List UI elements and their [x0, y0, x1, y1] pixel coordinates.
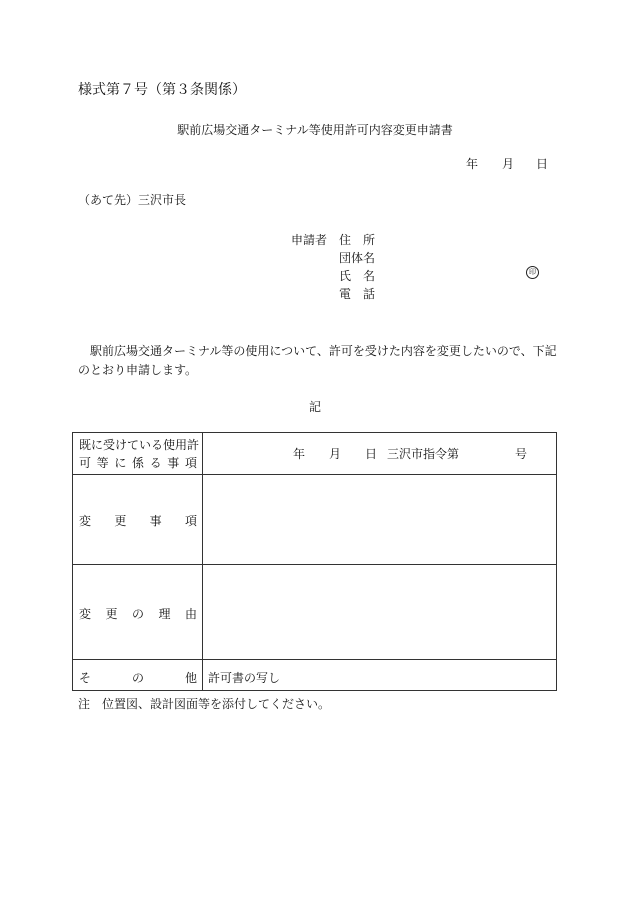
label-char: 係 [131, 456, 144, 470]
table-row-divider [73, 564, 556, 565]
label-char: 可 [79, 456, 92, 470]
organization-label: 団体名 [339, 251, 376, 265]
label-char: に [114, 456, 127, 470]
label-char: 他 [184, 671, 197, 685]
label-char: 変 [79, 607, 92, 621]
label-char: 項 [184, 456, 197, 470]
row1-number-label: 号 [515, 447, 528, 461]
date-year-label: 年 [466, 157, 479, 171]
row1-year-label: 年 [293, 447, 306, 461]
label-char: 更 [114, 514, 127, 528]
form-number: 様式第７号（第３条関係） [78, 82, 246, 98]
row1-month-label: 月 [329, 447, 342, 461]
addressee: （あて先）三沢市長 [78, 193, 187, 207]
row2-label [79, 512, 197, 529]
seal-mark: 印 [526, 266, 539, 279]
row1-day-label: 日 [365, 447, 378, 461]
row4-value: 許可書の写し [208, 671, 281, 685]
attachment-note: 注 位置図、設計図面等を添付してください。 [78, 697, 331, 711]
label-char: 更 [105, 607, 118, 621]
label-char: 変 [79, 514, 92, 528]
name-label: 氏 名 [339, 269, 376, 283]
address-label: 住 所 [339, 233, 376, 247]
label-char: 事 [149, 514, 162, 528]
label-char: 事 [167, 456, 180, 470]
label-char: 由 [184, 607, 197, 621]
date-day-label: 日 [536, 157, 549, 171]
label-char: 理 [158, 607, 171, 621]
application-table [72, 432, 557, 691]
label-char: 等 [96, 456, 109, 470]
table-row-divider [73, 474, 556, 475]
label-char: る [149, 456, 162, 470]
request-text: 駅前広場交通ターミナル等の使用について、許可を受けた内容を変更したいので、下記のとおり申請します。 [78, 344, 557, 377]
row3-label [79, 605, 197, 622]
label-char: の [131, 671, 144, 685]
table-column-divider [202, 433, 203, 690]
row1-label-line2 [79, 454, 197, 471]
label-char: そ [79, 671, 92, 685]
label-char: の [131, 607, 144, 621]
ki-heading: 記 [308, 400, 321, 414]
date-month-label: 月 [502, 157, 515, 171]
row1-label-line1: 既に受けている使用許 [79, 438, 200, 452]
row4-label [79, 669, 197, 686]
applicant-heading: 申請者 [291, 233, 328, 247]
document-title: 駅前広場交通ターミナル等使用許可内容変更申請書 [177, 123, 453, 137]
table-row-divider [73, 659, 556, 660]
label-char: 項 [184, 514, 197, 528]
row1-city-directive: 三沢市指令第 [387, 447, 460, 461]
phone-label: 電 話 [339, 287, 376, 301]
